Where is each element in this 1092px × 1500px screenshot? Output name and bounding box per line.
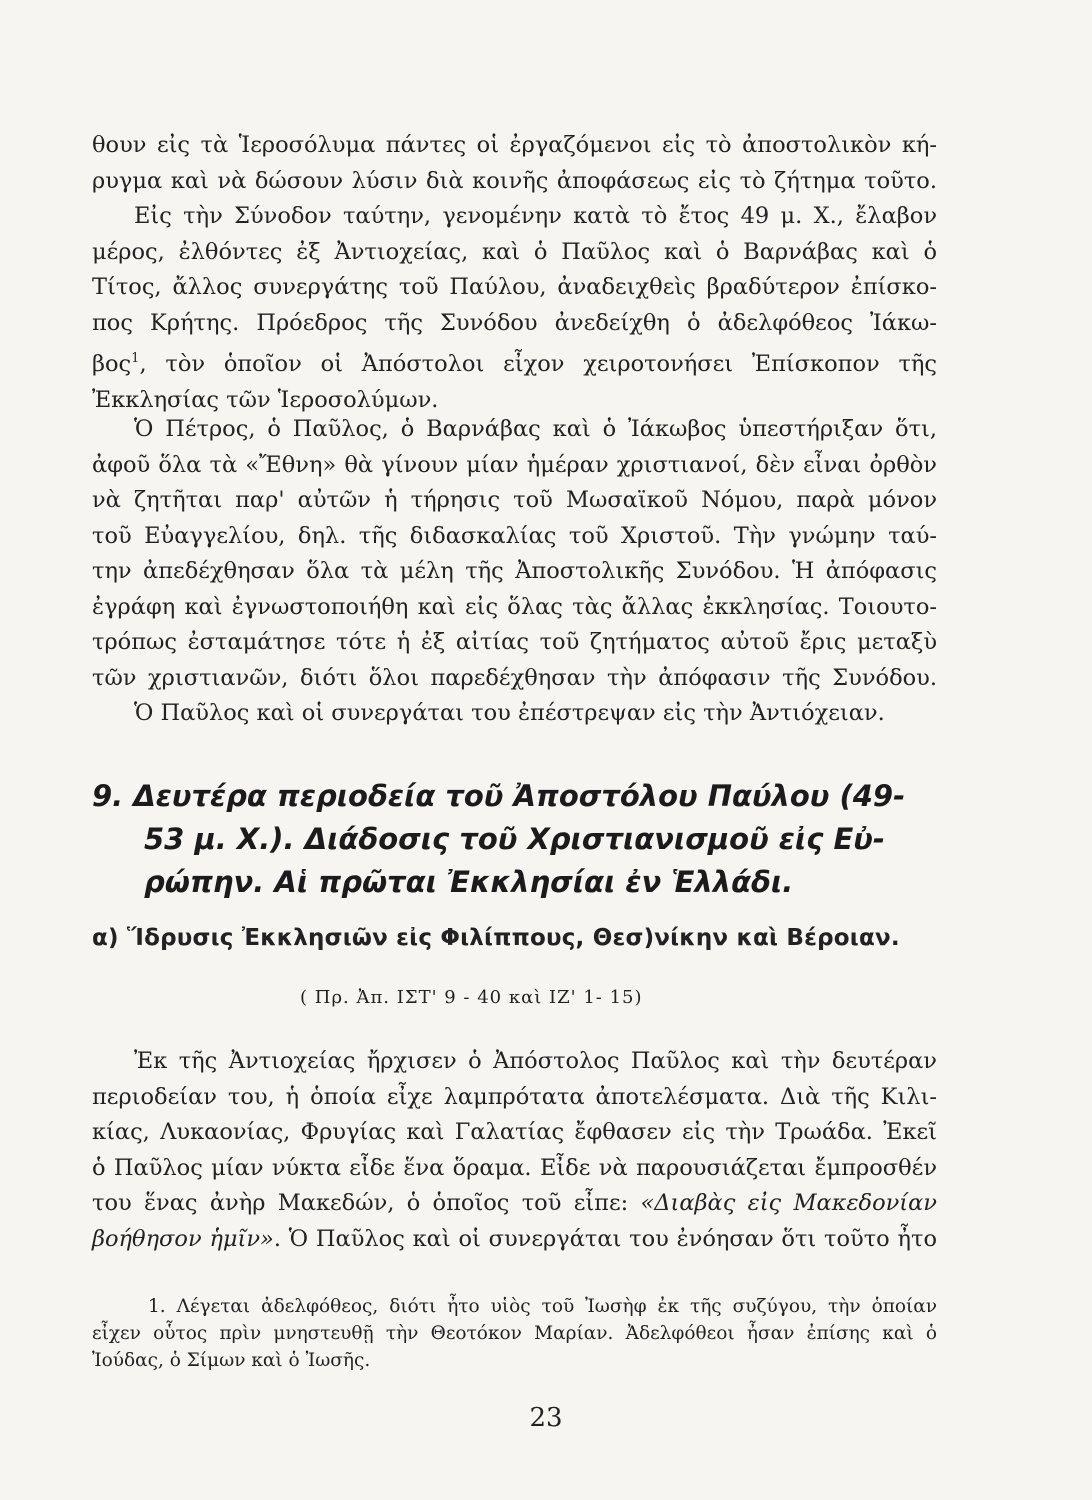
paragraph-continuation [92, 128, 937, 199]
text-line: Ἐκκλησίας τῶν Ἱεροσολύμων. [92, 386, 439, 413]
text-line: Ὁ Παῦλος καὶ οἱ συνεργάται του ἐπέστρεψαν εἰς τὴν Ἀντιόχειαν. [134, 700, 885, 726]
text-line: Εἰς τὴν Σύνοδον ταύτην, γενομένην κατὰ τὸ ἔτος 49 μ. Χ., ἔλαβον [134, 203, 937, 229]
scripture-reference: ( Πρ. Ἀπ. ΙΣΤ' 9 - 40 καὶ ΙΖ' 1- 15) [300, 987, 643, 1008]
text-line [92, 1222, 937, 1258]
footnote-line: εἶχεν οὗτος πρὶν μνηστευθῇ τὴν Θεοτόκον Μαρίαν. Ἀδελφόθεοι ἦσαν ἐπίσης καὶ ὁ [92, 1323, 937, 1344]
text-line: ρυγμα καὶ νὰ δώσουν λύσιν διὰ κοινῆς ἀποφάσεως εἰς τὸ ζήτημα τοῦτο. [92, 167, 937, 194]
footnote [92, 1293, 937, 1374]
text-line: τοῦ Εὐαγγελίου, δηλ. τῆς διδασκαλίας τοῦ Χριστοῦ. Τὴν γνώμην ταύ- [92, 522, 937, 549]
quote-italic: βοήθησον ἡμῖν» [92, 1225, 274, 1252]
text-line: περιοδείαν του, ἡ ὁποία εἶχε λαμπρότατα ἀποτελέσματα. Διὰ τῆς Κιλι- [92, 1083, 937, 1110]
text-line: ἐγράφη καὶ ἐγνωστοποιήθη καὶ εἰς ὅλας τὰς ἄλλας ἐκκλησίας. Τοιουτο- [92, 593, 937, 620]
paragraph-synod [92, 199, 937, 418]
text-line: Τίτος, ἄλλος συνεργάτης τοῦ Παύλου, ἀναδειχθεὶς βραδύτερον ἐπίσκο- [92, 274, 937, 300]
footnote-line: Ἰούδας, ὁ Σίμων καὶ ὁ Ἰωσῆς. [92, 1350, 371, 1371]
text-line: κίας, Λυκαονίας, Φρυγίας καὶ Γαλατίας ἔφθασεν εἰς τὴν Τρωάδα. Ἐκεῖ [92, 1119, 937, 1145]
page-number: 23 [529, 1403, 563, 1433]
footnote-marker: 1 [131, 351, 140, 366]
text-line: Ὁ Πέτρος, ὁ Παῦλος, ὁ Βαρνάβας καὶ ὁ Ἰάκωβος ὑπεστήριξαν ὅτι, [134, 416, 937, 442]
text-fragment: του ἕνας ἀνὴρ Μακεδών, ὁ ὁποῖος τοῦ εἶπε: [92, 1190, 641, 1216]
text-line: ὁ Παῦλος μίαν νύκτα εἶδε ἕνα ὅραμα. Εἶδε νὰ παρουσιάζεται ἔμπροσθέν [92, 1154, 937, 1181]
footnote-line: 1. Λέγεται ἀδελφόθεος, διότι ἦτο υἱὸς τοῦ Ἰωσὴφ ἐκ τῆς συζύγου, τὴν ὁποίαν [148, 1296, 937, 1317]
heading-line: ρώπην. Αἱ πρῶται Ἐκκλησίαι ἐν Ἑλλάδι. [144, 865, 794, 899]
section-heading [92, 775, 937, 904]
text-fragment: βος [92, 351, 132, 377]
paragraph-decision [92, 412, 937, 696]
paragraph-second-journey [92, 1044, 937, 1257]
text-line [92, 1186, 937, 1222]
text-line: ἀφοῦ ὅλα τὰ «Ἔθνη» θὰ γίνουν μίαν ἡμέραν χριστιανοί, δὲν εἶναι ὀρθὸν [92, 451, 937, 478]
heading-line: 53 μ. Χ.). Διάδοσις τοῦ Χριστιανισμοῦ εἰς Εὐ- [144, 822, 885, 856]
text-line: Ἐκ τῆς Ἀντιοχείας ἤρχισεν ὁ Ἀπόστολος Παῦλος καὶ τὴν δευτέραν [134, 1048, 937, 1074]
text-line: τρόπως ἐσταμάτησε τότε ἡ ἐξ αἰτίας τοῦ ζητήματος αὐτοῦ ἔρις μεταξὺ [92, 629, 937, 655]
text-line: την ἀπεδέχθησαν ὅλα τὰ μέλη τῆς Ἀποστολικῆς Συνόδου. Ἡ ἀπόφασις [92, 558, 937, 584]
paragraph-return [92, 696, 937, 732]
subsection-heading: α) Ἵδρυσις Ἐκκλησιῶν εἰς Φιλίππους, Θεσ)νίκην καὶ Βέροιαν. [92, 925, 900, 951]
text-fragment: . Ὁ Παῦλος καὶ οἱ συνεργάται του ἐνόησαν ὅτι τοῦτο ἦτο [273, 1225, 937, 1252]
text-fragment: , τὸν ὁποῖον οἱ Ἀπόστολοι εἶχον χειροτονήσει Ἐπίσκοπον τῆς [139, 351, 937, 377]
heading-line: 9. Δευτέρα περιοδεία τοῦ Ἀποστόλου Παύλου (49- [92, 779, 906, 813]
quote-italic: «Διαβὰς εἰς Μακεδονίαν [640, 1190, 937, 1216]
text-line: μέρος, ἐλθόντες ἐξ Ἀντιοχείας, καὶ ὁ Παῦλος καὶ ὁ Βαρνάβας καὶ ὁ [92, 238, 937, 265]
text-line: νὰ ζητῆται παρ' αὐτῶν ἡ τήρησις τοῦ Μωσαϊκοῦ Νόμου, παρὰ μόνον [92, 487, 937, 513]
text-line: τῶν χριστιανῶν, διότι ὅλοι παρεδέχθησαν τὴν ἀπόφασιν τῆς Συνόδου. [92, 664, 937, 691]
text-line [92, 341, 937, 383]
text-line: πος Κρήτης. Πρόεδρος τῆς Συνόδου ἀνεδείχθη ὁ ἀδελφόθεος Ἰάκω- [92, 309, 937, 336]
text-line: θουν εἰς τὰ Ἱεροσόλυμα πάντες οἱ ἐργαζόμενοι εἰς τὸ ἀποστολικὸν κή- [92, 132, 937, 158]
